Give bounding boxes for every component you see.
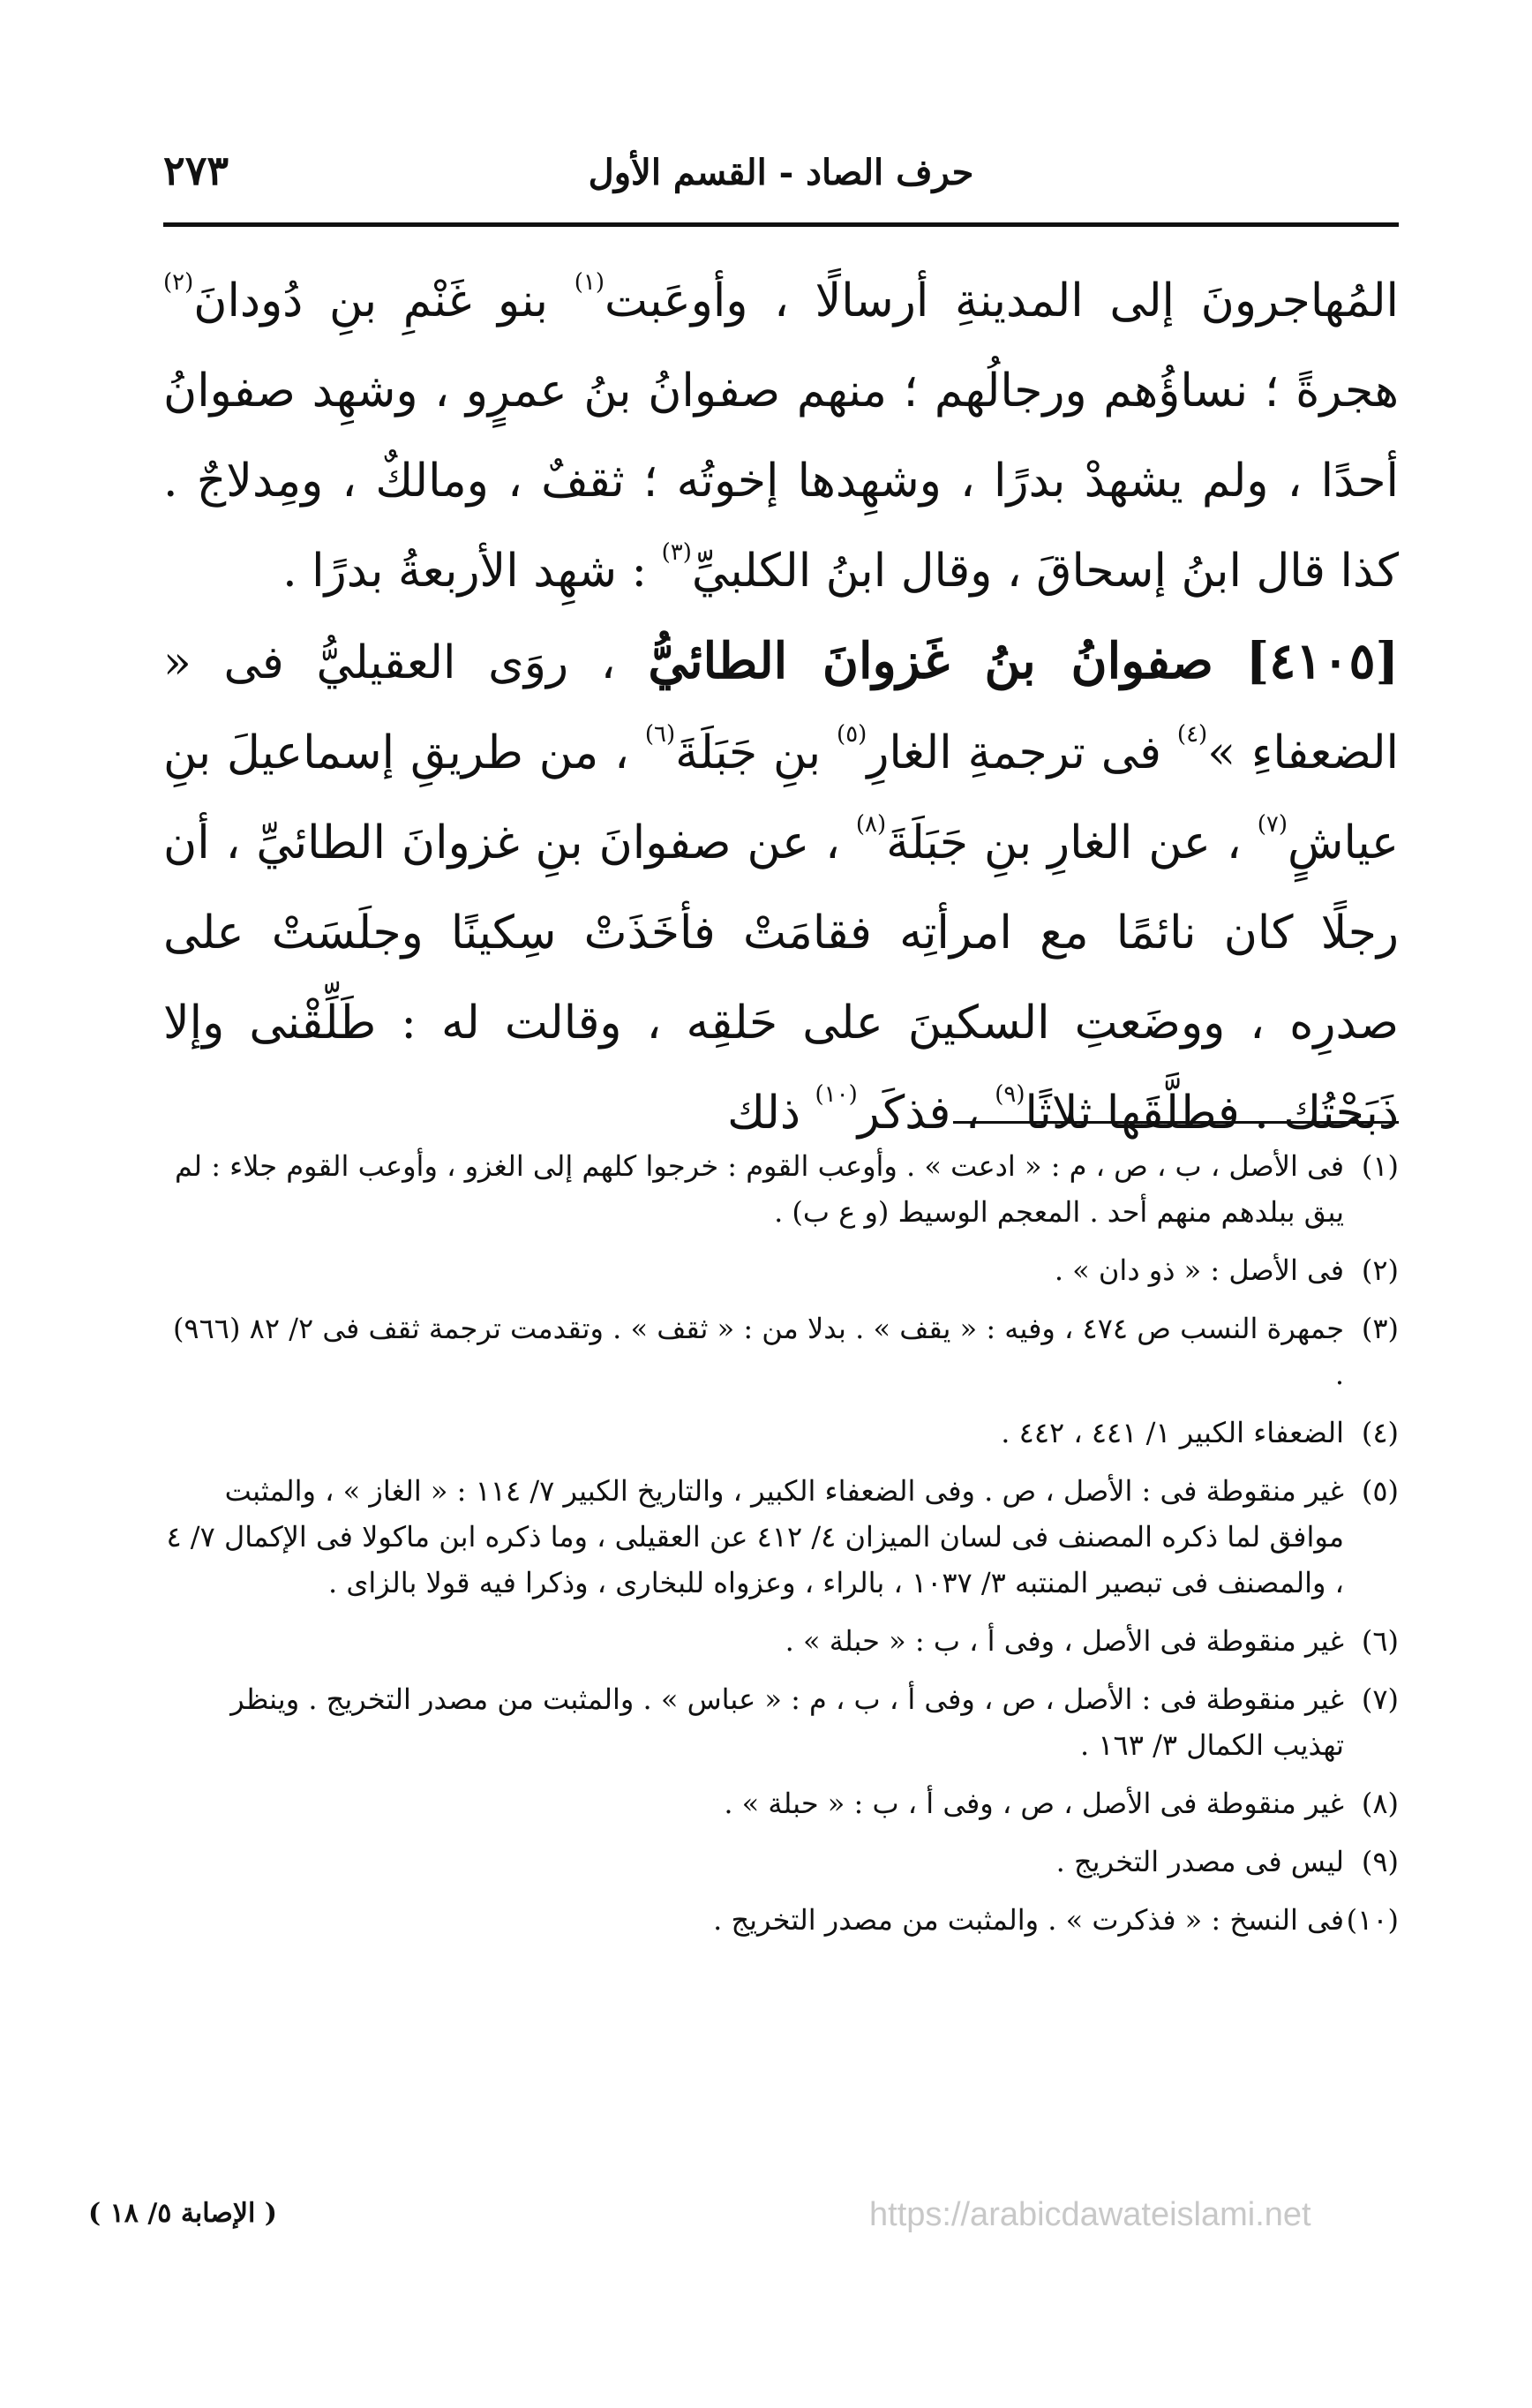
entry-number: [٤١٠٥] xyxy=(1245,632,1400,690)
running-title: حرف الصاد - القسم الأول xyxy=(588,152,974,193)
text-run: المُهاجرونَ إلى المدينةِ أرسالًا ، وأوعَبت xyxy=(605,275,1399,327)
footnote-marker: (١٠) xyxy=(1346,1903,1399,1937)
text-run: : شهِد الأربعةُ بدرًا . xyxy=(282,545,662,598)
footnote-marker: (٢) xyxy=(1361,1253,1399,1287)
footnote-ref: (٥) xyxy=(837,721,867,748)
text-run: ، روَى العقيليُّ فى « الضعفاءِ » xyxy=(163,636,1400,779)
footnote-marker: (٨) xyxy=(1361,1787,1399,1820)
body-paragraph xyxy=(163,256,1399,616)
footnote-ref: (٧) xyxy=(1257,811,1288,838)
watermark-url: https://arabicdawateislami.net xyxy=(869,2196,1311,2233)
footnote-ref: (٨) xyxy=(855,811,887,838)
footnote-text: ليس فى مصدر التخريج . xyxy=(1055,1845,1344,1878)
page-header xyxy=(163,132,1399,212)
footnote-text: جمهرة النسب ص ٤٧٤ ، وفيه : « يقف » . بدلا من : « ثقف » . وتقدمت ترجمة ثقف فى ٢/ ٨٢ (٩٦٦) . xyxy=(172,1312,1344,1391)
text-run: بنِ جَبَلَةَ xyxy=(675,726,837,779)
header-rule xyxy=(163,222,1399,227)
footnote-marker: (٥) xyxy=(1361,1474,1399,1508)
footnote-marker: (١) xyxy=(1361,1149,1399,1183)
text-run: بنو غَنْمِ بنِ دُودانَ xyxy=(193,275,574,327)
text-run: ، من طريقِ إسماعيلَ بنِ عياشٍ xyxy=(163,726,1400,869)
text-run: ، عن صفوانَ بنِ غزوانَ الطائيِّ ، أن رجلًا كان نائمًا مع امرأتِه فقامَتْ فأخَذَتْ سِكينًا وجلَسَتْ على صدرِه ، ووضَعتِ السكينَ على حَلقِه ، وقالت له : طَلِّقْنى وإلا ذَبَحْتُك . فطلَّقَها ثلاثًا xyxy=(163,816,1399,1140)
footnote xyxy=(163,1247,1399,1293)
footnote-ref: (١) xyxy=(574,269,605,296)
page-number: ٢٧٣ xyxy=(163,147,229,194)
footnote xyxy=(163,1468,1399,1606)
text-run: ذلك xyxy=(727,1087,815,1140)
footnote-separator xyxy=(953,1121,1399,1124)
footnote-marker: (٣) xyxy=(1361,1312,1399,1345)
footnote-text: غير منقوطة فى الأصل ، وفى أ ، ب : « حبلة » . xyxy=(785,1624,1344,1658)
footnote-text: فى الأصل : « ذو دان » . xyxy=(1054,1253,1344,1287)
footnote xyxy=(163,1676,1399,1768)
entry-name: صفوانُ بنُ غَزوانَ الطائيُّ xyxy=(648,632,1213,690)
footnote-text: الضعفاء الكبير ١/ ٤٤١ ، ٤٤٢ . xyxy=(1001,1416,1344,1449)
footnote-text: غير منقوطة فى : الأصل ، ص ، وفى أ ، ب ، م : « عباس » . والمثبت من مصدر التخريج . وينظر تهذيب الكمال ٣/ ١٦٣ . xyxy=(230,1682,1344,1762)
footnote xyxy=(163,1618,1399,1664)
footnote-marker: (٩) xyxy=(1361,1845,1399,1878)
footnote-text: غير منقوطة فى : الأصل ، ص . وفى الضعفاء الكبير ، والتاريخ الكبير ٧/ ١١٤ : « الغاز » ، والمثبت موافق لما ذكره المصنف فى لسان الميزان ٤/ ٤١٢ عن العقيلى ، وما ذكره ابن ماكولا فى الإكمال ٧/ ٤ ، والمصنف فى تبصير المنتبه ٣/ ١٠٣٧ ، بالراء ، وعزواه للبخارى ، وذكرا فيه قولا بالزاى . xyxy=(166,1474,1344,1599)
footnote-ref: (٣) xyxy=(661,539,692,566)
footnote-text: فى الأصل ، ب ، ص ، م : « ادعت » . وأوعب القوم : خرجوا كلهم إلى الغزو ، وأوعب القوم جلاء : لم يبق ببلدهم منهم أحد . المعجم الوسيط (و ع ب) . xyxy=(174,1149,1344,1229)
footnote xyxy=(163,1839,1399,1885)
footnote-text: غير منقوطة فى الأصل ، ص ، وفى أ ، ب : « حبلة » . xyxy=(724,1787,1344,1820)
footnote xyxy=(163,1897,1399,1943)
footnote-marker: (٤) xyxy=(1361,1416,1399,1449)
footnote xyxy=(163,1143,1399,1235)
footnote-marker: (٦) xyxy=(1361,1624,1399,1658)
text-run: ، فذكَر xyxy=(857,1087,995,1140)
footnote-ref: (٦) xyxy=(644,721,676,748)
entry-paragraph xyxy=(163,616,1399,1158)
footnote xyxy=(163,1410,1399,1456)
text-run: فى ترجمةِ الغارِ xyxy=(867,726,1177,779)
text-run: هجرةً ؛ نساؤُهم ورجالُهم ؛ منهم صفوانُ بنُ عمرٍو ، وشهِد صفوانُ أحدًا ، ولم يشهدْ بدرًا ، وشهِدها إخوتُه ؛ ثقفٌ ، ومالكٌ ، ومِدلاجٌ . كذا قال ابنُ إسحاقَ ، وقال ابنُ الكلبيِّ xyxy=(163,365,1399,598)
main-text xyxy=(163,256,1399,1158)
footnote-marker: (٧) xyxy=(1361,1682,1399,1716)
footnote-ref: (١٠) xyxy=(815,1081,858,1108)
footnote-ref: (٤) xyxy=(1176,721,1208,748)
text-run: ، عن الغارِ بنِ جَبَلَةَ xyxy=(886,816,1258,869)
footnote-text: فى النسخ : « فذكرت » . والمثبت من مصدر التخريج . xyxy=(713,1903,1344,1937)
volume-reference: ( الإصابة ٥/ ١٨ ) xyxy=(88,2198,277,2229)
footnote-ref: (٩) xyxy=(995,1081,1025,1108)
footnotes xyxy=(163,1143,1399,1955)
footnote xyxy=(163,1306,1399,1397)
footnote xyxy=(163,1780,1399,1826)
footnote-ref: (٢) xyxy=(163,269,194,296)
